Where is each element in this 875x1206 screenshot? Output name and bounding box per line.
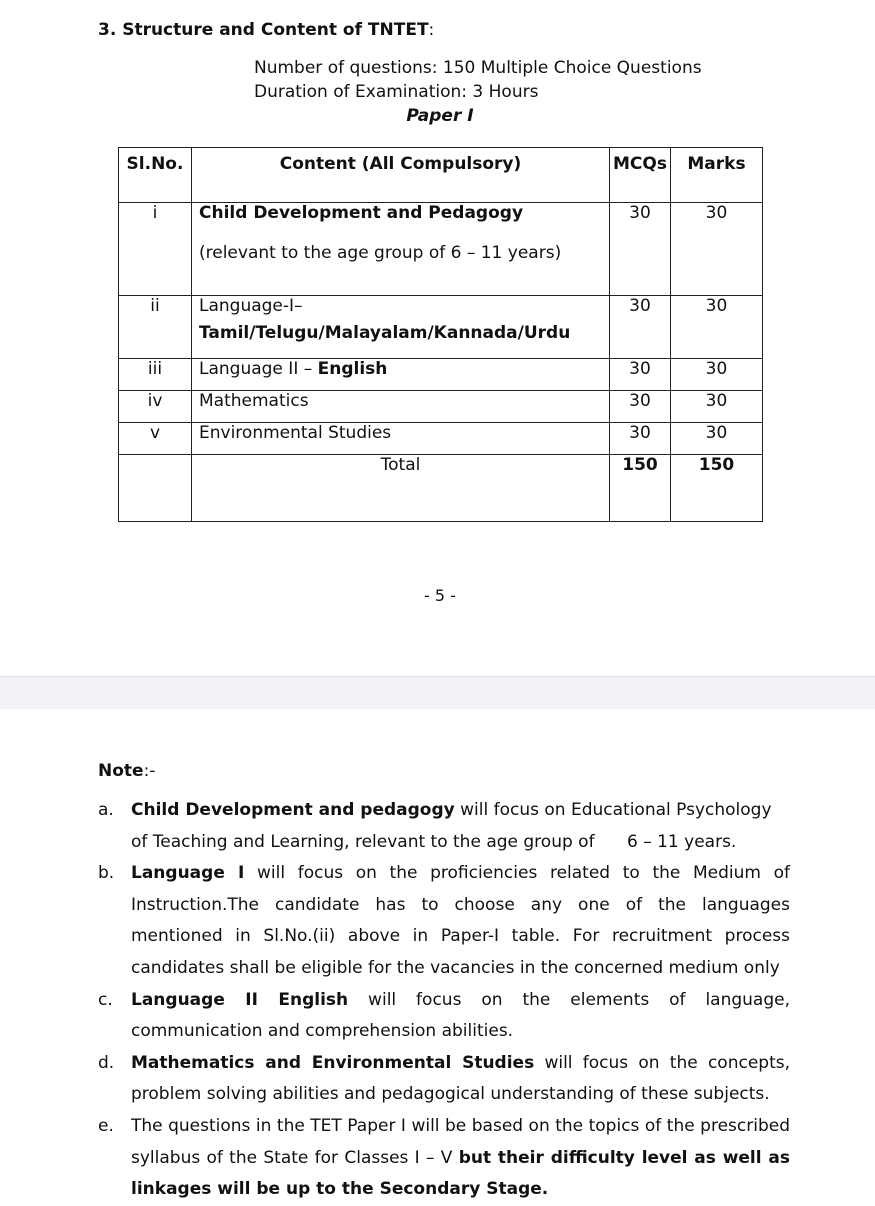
note-label: b.	[98, 863, 115, 884]
row-content-sub: (relevant to the age group of 6 – 11 years)	[199, 243, 562, 263]
table-row	[119, 391, 763, 423]
row-content	[192, 296, 610, 359]
header-sl: Sl.No.	[119, 148, 192, 203]
header-marks: Marks	[671, 148, 763, 203]
row-sl: v	[119, 423, 192, 455]
paper-title: Paper I	[406, 106, 474, 126]
row-sl: i	[119, 203, 192, 296]
row-sl: iii	[119, 359, 192, 391]
row-content-text: Language II –	[199, 359, 318, 379]
row-marks: 30	[671, 391, 763, 423]
row-marks: 30	[671, 359, 763, 391]
note-item-b	[98, 858, 790, 984]
row-mcqs: 30	[610, 391, 671, 423]
row-content-bold: Child Development and Pedagogy	[199, 203, 524, 223]
note-text: Mathematics and Environmental Studies will focus on the concepts, problem solving abilities and pedagogical understanding of these subjects.	[131, 1052, 790, 1105]
row-marks: 30	[671, 423, 763, 455]
note-list	[98, 795, 790, 1206]
note-text: Language I will focus on the proficiencies related to the Medium of Instruction.The candidate has to choose any one of the languages mentioned in Sl.No.(ii) above in Paper-I table. For recruitment process candidates shall be eligible for the vacancies in the concerned medium only	[131, 863, 790, 978]
table-total-row	[119, 455, 763, 522]
table-header-row	[119, 148, 763, 203]
duration-info: Duration of Examination: 3 Hours	[254, 82, 539, 102]
row-content	[192, 359, 610, 391]
section-heading: 3. Structure and Content of TNTET:	[98, 20, 435, 40]
row-content-bold: English	[317, 359, 388, 379]
note-label: c.	[98, 989, 113, 1010]
note-label: e.	[98, 1115, 114, 1136]
note-label: a.	[98, 800, 114, 820]
page-number: - 5 -	[424, 586, 456, 605]
total-sl	[119, 455, 192, 522]
note-text: Child Development and pedagogy will focus on Educational Psychology of Teaching and Learning, relevant to the age group of 6 – 11 years.	[131, 800, 772, 852]
table-row	[119, 359, 763, 391]
total-marks: 150	[671, 455, 763, 522]
table-row	[119, 203, 763, 296]
total-label: Total	[192, 455, 610, 522]
row-mcqs: 30	[610, 296, 671, 359]
table-row	[119, 423, 763, 455]
questions-info: Number of questions: 150 Multiple Choice Questions	[254, 58, 702, 78]
row-sl: iv	[119, 391, 192, 423]
note-title: Note:-	[98, 761, 156, 781]
row-marks: 30	[671, 296, 763, 359]
row-mcqs: 30	[610, 203, 671, 296]
note-item-c	[98, 985, 790, 1048]
row-mcqs: 30	[610, 423, 671, 455]
row-content	[192, 203, 610, 296]
note-item-a	[98, 795, 790, 858]
table-row	[119, 296, 763, 359]
header-content: Content (All Compulsory)	[192, 148, 610, 203]
note-text: The questions in the TET Paper I will be based on the topics of the prescribed syllabus of the State for Classes I – V but their difficulty level as well as linkages will be up to the Secondary Stage.	[131, 1115, 790, 1200]
total-mcqs: 150	[610, 455, 671, 522]
row-mcqs: 30	[610, 359, 671, 391]
note-label: d.	[98, 1052, 115, 1073]
row-content-text: Language-I–	[199, 296, 303, 316]
note-item-d	[98, 1048, 790, 1111]
page-separator	[0, 676, 875, 710]
row-content: Mathematics	[192, 391, 610, 423]
document-page-6	[0, 709, 875, 1200]
paper-table	[118, 147, 763, 522]
row-content: Environmental Studies	[192, 423, 610, 455]
row-marks: 30	[671, 203, 763, 296]
note-text: Language II English will focus on the elements of language, communication and comprehension abilities.	[131, 989, 790, 1042]
row-content-line2: Tamil/Telugu/Malayalam/Kannada/Urdu	[199, 323, 571, 343]
note-item-e	[98, 1111, 790, 1206]
row-sl: ii	[119, 296, 192, 359]
header-mcqs: MCQs	[610, 148, 671, 203]
